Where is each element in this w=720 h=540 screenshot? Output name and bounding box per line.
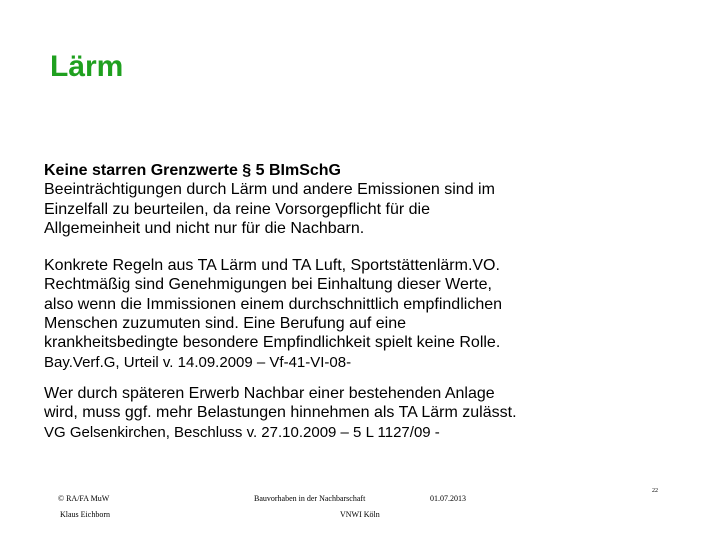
block2-source: Bay.Verf.G, Urteil v. 14.09.2009 – Vf-41-VI-08-: [44, 353, 352, 371]
slide-body: [44, 161, 644, 442]
block2-line: krankheitsbedingte besondere Empfindlichkeit spielt keine Rolle.: [44, 334, 501, 352]
block2-line: also wenn die Immissionen einem durchschnittlich empfindlichen: [44, 295, 503, 313]
block2-line: Konkrete Regeln aus TA Lärm und TA Luft, Sportstättenlärm.VO.: [44, 257, 500, 275]
block2-line: Menschen zuzumuten sind. Eine Berufung auf eine: [44, 315, 407, 333]
footer-date: 01.07.2013: [430, 494, 466, 503]
block1-heading: Keine starren Grenzwerte § 5 BImSchG: [44, 162, 341, 179]
footer-copyright: © RA/FA MuW: [58, 494, 110, 503]
page-number: 22: [652, 488, 658, 494]
footer-org: VNWI Köln: [340, 510, 380, 519]
block2-line: Rechtmäßig sind Genehmigungen bei Einhaltung dieser Werte,: [44, 276, 492, 294]
block3-line: Wer durch späteren Erwerb Nachbar einer bestehenden Anlage: [44, 384, 495, 402]
block3-source: VG Gelsenkirchen, Beschluss v. 27.10.2009 – 5 L 1127/09 -: [44, 423, 440, 441]
block1-line: Beeinträchtigungen durch Lärm und andere Emissionen sind im: [44, 181, 495, 199]
block1-line: Einzelfall zu beurteilen, da reine Vorsorgepflicht für die: [44, 200, 430, 218]
footer-author: Klaus Eichborn: [60, 510, 110, 519]
footer-topic: Bauvorhaben in der Nachbarschaft: [254, 494, 366, 503]
block1-line: Allgemeinheit und nicht nur für die Nachbarn.: [44, 219, 365, 237]
slide-title: Lärm: [50, 50, 124, 83]
block3-line: wird, muss ggf. mehr Belastungen hinnehmen als TA Lärm zulässt.: [44, 404, 517, 422]
